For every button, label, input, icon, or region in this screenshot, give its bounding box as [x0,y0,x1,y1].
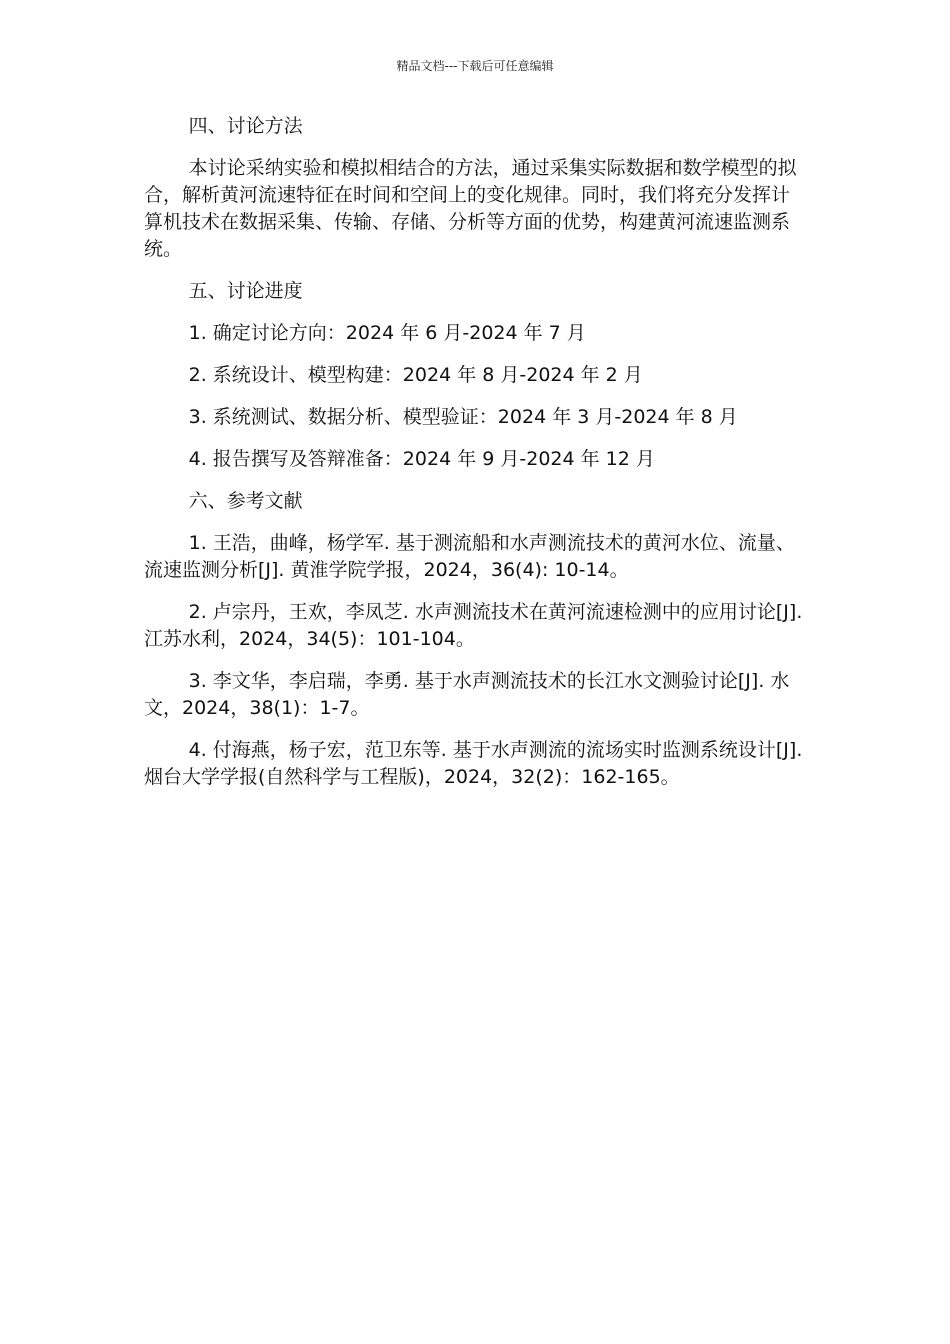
reference-item: 3. 李文华，李启瑞，李勇. 基于水声测流技术的长江水文测验讨论[J]. 水文，2024，38(1)：1-7。 [144,670,790,719]
method-paragraph: 本讨论采纳实验和模拟相结合的方法，通过采集实际数据和数学模型的拟合，解析黄河流速特征在时间和空间上的变化规律。同时，我们将充分发挥计算机技术在数据采集、传输、存储、分析等方面的优势，构建黄河流速监测系统。 [144,157,797,260]
page-header: 精品文档---下载后可任意编辑 [396,59,554,73]
schedule-item: 4. 报告撰写及答辩准备：2024 年 9 月-2024 年 12 月 [188,448,655,470]
section-heading-references: 六、参考文献 [188,490,303,512]
reference-item: 4. 付海燕，杨子宏，范卫东等. 基于水声测流的流场实时监测系统设计[J]. 烟台大学学报(自然科学与工程版)，2024，32(2)：162-165。 [144,739,803,788]
schedule-item: 1. 确定讨论方向：2024 年 6 月-2024 年 7 月 [188,322,586,344]
document-body [144,113,804,806]
reference-item: 2. 卢宗丹，王欢，李凤芝. 水声测流技术在黄河流速检测中的应用讨论[J]. 江苏水利，2024，34(5)：101-104。 [144,601,803,650]
schedule-item: 3. 系统测试、数据分析、模型验证：2024 年 3 月-2024 年 8 月 [188,406,738,428]
section-heading-schedule: 五、讨论进度 [188,280,303,302]
schedule-item: 2. 系统设计、模型构建：2024 年 8 月-2024 年 2 月 [188,364,643,386]
section-heading-method: 四、讨论方法 [188,115,303,137]
reference-item: 1. 王浩，曲峰，杨学军. 基于测流船和水声测流技术的黄河水位、流量、流速监测分析[J]. 黄淮学院学报，2024，36(4): 10-14。 [144,532,795,581]
